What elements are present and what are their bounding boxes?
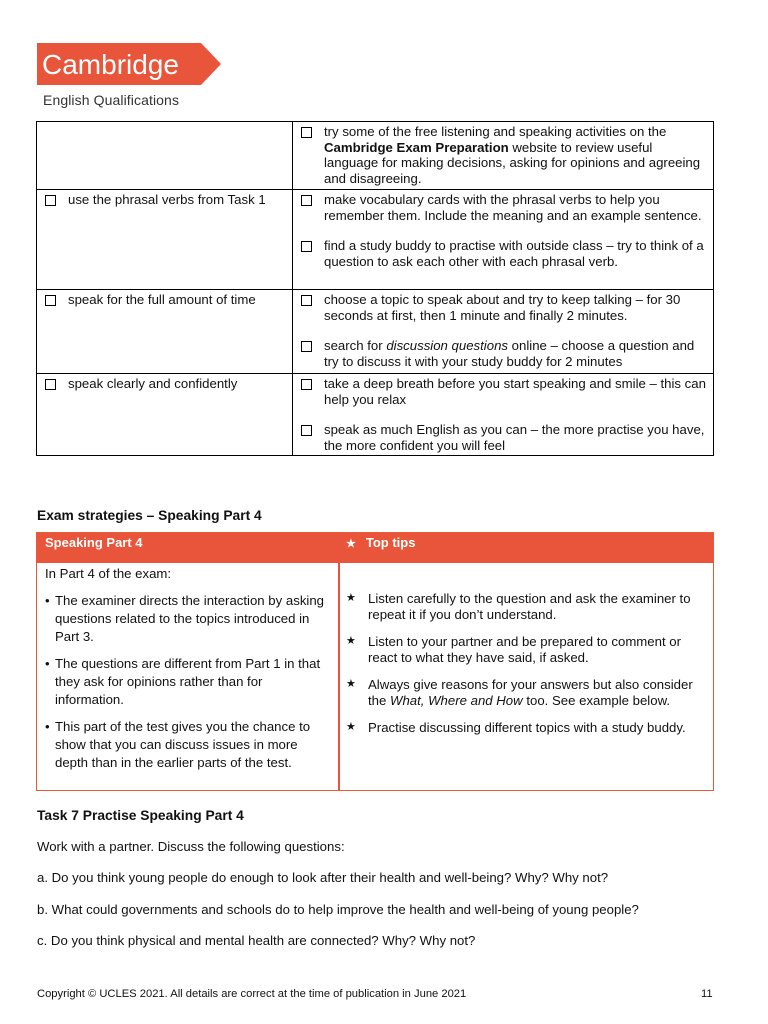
star-icon: ★ xyxy=(346,635,356,647)
logo-text: Cambridge xyxy=(42,49,179,80)
text-segment: Always give reasons for your answers but also consider the xyxy=(368,677,693,708)
column-divider xyxy=(338,563,340,791)
bullet-icon: • xyxy=(45,719,50,734)
action-cell xyxy=(293,190,714,290)
checkbox-icon[interactable] xyxy=(45,379,56,390)
strategy-bullet xyxy=(45,655,331,709)
tip-text xyxy=(368,677,708,708)
checkbox-icon[interactable] xyxy=(301,195,312,206)
spacer xyxy=(301,223,707,238)
checkbox-icon[interactable] xyxy=(301,379,312,390)
text-segment: too. See example below. xyxy=(522,692,671,708)
question-b: b. What could governments and schools do to help improve the health and well-being of young people? xyxy=(37,902,639,917)
checkbox-icon[interactable] xyxy=(45,295,56,306)
bullet-text: This part of the test gives you the chance to show that you can discuss issues in more depth than in the earlier parts of the test. xyxy=(55,719,311,770)
text-segment: Practise discussing different topics with a study buddy. xyxy=(368,720,686,735)
strategy-bullets xyxy=(45,592,331,772)
logo-subtitle: English Qualifications xyxy=(43,92,180,108)
tip-item xyxy=(346,720,708,736)
strategy-bullet xyxy=(45,718,331,772)
table-row xyxy=(37,190,714,290)
text-segment: Cambridge Exam Preparation xyxy=(324,139,509,155)
action-item xyxy=(301,124,707,186)
strategy-bullet xyxy=(45,592,331,646)
text-segment: try some of the free listening and speaking activities on the xyxy=(324,124,667,139)
action-cell xyxy=(293,374,714,456)
checkbox-icon[interactable] xyxy=(301,341,312,352)
checkbox-icon[interactable] xyxy=(301,295,312,306)
text-segment: discussion questions xyxy=(386,338,509,353)
table-row xyxy=(37,122,714,190)
action-item xyxy=(301,192,707,223)
question-c: c. Do you think physical and mental health are connected? Why? Why not? xyxy=(37,933,476,948)
tip-text xyxy=(368,634,708,665)
goal-item xyxy=(45,292,286,308)
strategies-header-bar xyxy=(37,533,713,563)
strategies-left-column xyxy=(45,565,331,772)
text-segment: Listen carefully to the question and ask the examiner to repeat it if you don’t understand. xyxy=(368,591,691,622)
star-icon: ★ xyxy=(346,538,356,550)
goal-text: speak clearly and confidently xyxy=(68,376,238,391)
action-text: speak as much English as you can – the more practise you have, the more confident you will feel xyxy=(324,422,705,453)
tip-text xyxy=(368,591,708,622)
goal-text: speak for the full amount of time xyxy=(68,292,256,307)
star-icon: ★ xyxy=(346,592,356,604)
action-text: take a deep breath before you start speaking and smile – this can help you relax xyxy=(324,376,706,407)
text-segment: online – choose a question and try to discuss it with your study buddy for 2 minutes xyxy=(324,338,695,369)
action-item xyxy=(301,376,707,407)
text-segment: Listen to your partner and be prepared to comment or react to what they have said, if asked. xyxy=(368,634,682,665)
checkbox-icon[interactable] xyxy=(45,195,56,206)
action-item xyxy=(301,338,707,369)
study-plan-table xyxy=(36,121,714,456)
page-number: 11 xyxy=(701,988,713,1000)
strategies-box xyxy=(36,532,714,791)
checkbox-icon[interactable] xyxy=(301,241,312,252)
bullet-text: The examiner directs the interaction by asking questions related to the topics introduced in Part 3. xyxy=(55,593,325,644)
tip-item xyxy=(346,634,708,665)
task7-instruction: Work with a partner. Discuss the following questions: xyxy=(37,839,345,854)
top-tips-label: Top tips xyxy=(365,535,416,550)
text-segment: What, Where and How xyxy=(390,692,523,708)
strategies-heading: Exam strategies – Speaking Part 4 xyxy=(37,508,262,523)
action-text: choose a topic to speak about and try to keep talking – for 30 seconds at first, then 1 minute and finally 2 minutes. xyxy=(324,292,681,323)
action-text xyxy=(324,338,707,369)
strategies-intro: In Part 4 of the exam: xyxy=(45,566,172,581)
question-a: a. Do you think young people do enough to look after their health and well-being? Why? Why not? xyxy=(37,870,609,885)
cambridge-logo xyxy=(37,43,221,85)
checkbox-icon[interactable] xyxy=(301,127,312,138)
goal-text: use the phrasal verbs from Task 1 xyxy=(68,192,266,207)
table-row xyxy=(37,290,714,374)
goal-cell xyxy=(37,290,293,374)
checkbox-icon[interactable] xyxy=(301,425,312,436)
action-text: find a study buddy to practise with outside class – try to think of a question to ask each other with each phrasal verb. xyxy=(324,238,704,269)
spacer xyxy=(301,323,707,338)
bullet-text: The questions are different from Part 1 in that they ask for opinions rather than for information. xyxy=(55,656,321,707)
table-row xyxy=(37,374,714,456)
tip-item xyxy=(346,591,708,622)
action-item xyxy=(301,422,707,453)
top-tips-header xyxy=(346,535,415,550)
star-icon: ★ xyxy=(346,678,356,690)
text-segment: website to review useful language for making decisions, asking for opinions and agreeing and disagreeing. xyxy=(324,139,701,186)
action-cell xyxy=(293,122,714,190)
action-item xyxy=(301,238,707,269)
tip-text xyxy=(368,720,686,736)
goal-item xyxy=(45,192,286,208)
action-text xyxy=(324,124,707,186)
star-icon: ★ xyxy=(346,721,356,733)
action-text: make vocabulary cards with the phrasal verbs to help you remember them. Include the meaning and an example sentence. xyxy=(324,192,702,223)
goal-cell xyxy=(37,122,293,190)
action-cell xyxy=(293,290,714,374)
text-segment: search for xyxy=(324,338,387,353)
goal-cell xyxy=(37,374,293,456)
top-tips-list xyxy=(346,591,708,748)
spacer xyxy=(301,407,707,422)
task7-title: Task 7 Practise Speaking Part 4 xyxy=(37,808,244,823)
bullet-icon: • xyxy=(45,593,50,608)
speaking-part4-header: Speaking Part 4 xyxy=(45,535,143,550)
tip-item xyxy=(346,677,708,708)
goal-item xyxy=(45,376,286,392)
goal-cell xyxy=(37,190,293,290)
copyright-footer: Copyright © UCLES 2021. All details are correct at the time of publication in June 2021 xyxy=(37,988,467,1000)
logo-banner xyxy=(37,43,221,85)
action-item xyxy=(301,292,707,323)
bullet-icon: • xyxy=(45,656,50,671)
